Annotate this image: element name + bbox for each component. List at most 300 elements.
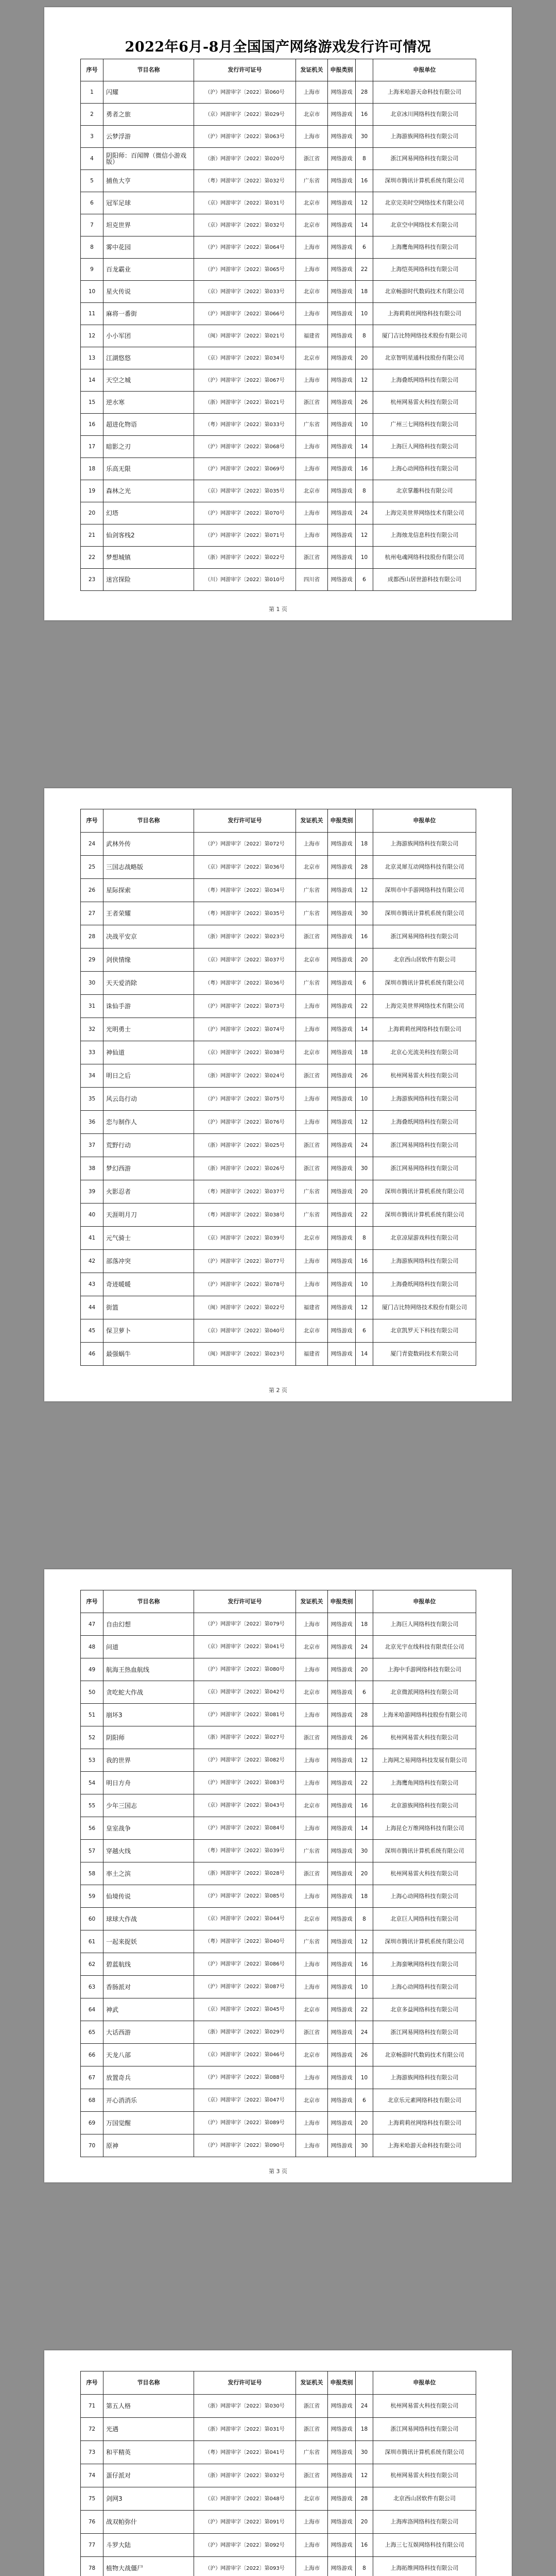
table-cell: 6 <box>356 1319 373 1343</box>
table-cell: 52 <box>81 1726 103 1749</box>
table-cell: 33 <box>81 1041 103 1064</box>
table-cell: 斗罗大陆 <box>103 2534 194 2557</box>
table-cell: 18 <box>356 1613 373 1636</box>
document-page <box>44 788 512 1401</box>
table-cell: 网络游戏 <box>328 1064 356 1088</box>
table-cell: 厦门吉比特网络技术股份有限公司 <box>373 1296 476 1319</box>
table-cell: 网络游戏 <box>328 2464 356 2487</box>
table-cell: 12 <box>356 1111 373 1134</box>
table-cell: 12 <box>356 1749 373 1772</box>
table-cell: （沪）网游审字〔2022〕第071号 <box>194 524 296 547</box>
table-cell: 12 <box>81 325 103 347</box>
table-cell: 网络游戏 <box>328 214 356 236</box>
table-cell: 10 <box>356 2066 373 2089</box>
table-cell: 原神 <box>103 2134 194 2157</box>
table-cell: 深圳市腾讯计算机系统有限公司 <box>373 1180 476 1204</box>
table-cell: 保卫萝卜 <box>103 1319 194 1343</box>
table-cell: 浙江省 <box>296 392 328 414</box>
table-cell: 上海市 <box>296 436 328 458</box>
table-cell: 梦幻西游 <box>103 1157 194 1180</box>
table-cell: 网络游戏 <box>328 1749 356 1772</box>
table-row <box>81 1041 476 1064</box>
table-cell: 12 <box>356 192 373 214</box>
table-cell: 30 <box>356 902 373 925</box>
table-cell: 28 <box>356 1704 373 1726</box>
table-cell: 网络游戏 <box>328 1862 356 1885</box>
table-cell: 网络游戏 <box>328 281 356 303</box>
table-cell: 上海烛龙信息科技有限公司 <box>373 524 476 547</box>
table-cell: 上海巨人网络科技有限公司 <box>373 1613 476 1636</box>
table-cell: 北京巨人网络科技有限公司 <box>373 1908 476 1930</box>
table-cell: （粤）网游审字〔2022〕第037号 <box>194 1180 296 1204</box>
table-row <box>81 1204 476 1227</box>
table-cell: （浙）网游审字〔2022〕第022号 <box>194 547 296 569</box>
table-cell: （沪）网游审字〔2022〕第091号 <box>194 2511 296 2534</box>
table-cell: 26 <box>356 1726 373 1749</box>
table-cell: 网络游戏 <box>328 347 356 369</box>
table-cell: 19 <box>81 480 103 502</box>
table-cell: （沪）网游审字〔2022〕第073号 <box>194 995 296 1018</box>
page-number: 第 1 页 <box>269 606 287 613</box>
table-cell: 30 <box>356 1840 373 1862</box>
table-cell: 和平精英 <box>103 2441 194 2464</box>
table-cell: 上海叠纸网络科技有限公司 <box>373 369 476 392</box>
table-cell: 火影忍者 <box>103 1180 194 1204</box>
table-cell: 荒野行动 <box>103 1134 194 1157</box>
table-cell: 元气骑士 <box>103 1227 194 1250</box>
table-cell: 北京凯罗天下科技有限公司 <box>373 1319 476 1343</box>
table-cell: 勇者之旅 <box>103 104 194 126</box>
table-row <box>81 1772 476 1794</box>
table-cell: 20 <box>356 2112 373 2134</box>
table-cell: 64 <box>81 1998 103 2021</box>
table-cell: 仙境传说 <box>103 1885 194 1908</box>
table-cell: 杭州网易雷火科技有限公司 <box>373 1064 476 1088</box>
table-cell: 28 <box>356 81 373 104</box>
table-cell: 网络游戏 <box>328 1704 356 1726</box>
table-cell: （沪）网游审字〔2022〕第088号 <box>194 2066 296 2089</box>
table-cell: 16 <box>356 104 373 126</box>
table-cell: 网络游戏 <box>328 2395 356 2418</box>
table-cell: 北京市 <box>296 1908 328 1930</box>
table-cell: （沪）网游审字〔2022〕第086号 <box>194 1953 296 1976</box>
table-cell: 43 <box>81 1273 103 1296</box>
table-row <box>81 436 476 458</box>
table-cell: 北京掌趣科技有限公司 <box>373 480 476 502</box>
table-cell: （沪）网游审字〔2022〕第072号 <box>194 833 296 856</box>
table-cell: 网络游戏 <box>328 392 356 414</box>
table-cell: 植物大战僵尸 <box>103 2557 194 2576</box>
table-cell: 网络游戏 <box>328 1273 356 1296</box>
table-cell: 浙江省 <box>296 148 328 170</box>
table-cell: 冠军足球 <box>103 192 194 214</box>
table-cell: （沪）网游审字〔2022〕第082号 <box>194 1749 296 1772</box>
table-cell: 网络游戏 <box>328 1227 356 1250</box>
table-cell: （沪）网游审字〔2022〕第085号 <box>194 1885 296 1908</box>
column-header: 发证机关 <box>296 1590 328 1613</box>
table-cell: 网络游戏 <box>328 259 356 281</box>
table-cell: 一起来捉妖 <box>103 1930 194 1953</box>
table-cell: 30 <box>356 2134 373 2157</box>
table-row <box>81 104 476 126</box>
table-cell: 坦克世界 <box>103 214 194 236</box>
table-cell: 14 <box>81 369 103 392</box>
table-cell: 6 <box>356 972 373 995</box>
table-cell: 北京市 <box>296 1636 328 1658</box>
table-cell: 1 <box>81 81 103 104</box>
table-cell: 北京西山居软件有限公司 <box>373 948 476 972</box>
table-cell: 明日之后 <box>103 1064 194 1088</box>
table-cell: 北京智明星通科技股份有限公司 <box>373 347 476 369</box>
table-cell: 上海蛮啾网络科技有限公司 <box>373 1953 476 1976</box>
table-cell: 仙剑客栈2 <box>103 524 194 547</box>
column-header: 申报单位 <box>373 59 476 81</box>
table-cell: 网络游戏 <box>328 1180 356 1204</box>
table-cell: 北京市 <box>296 1998 328 2021</box>
table-cell: 2 <box>81 104 103 126</box>
table-cell: 放置奇兵 <box>103 2066 194 2089</box>
table-cell: 20 <box>356 1862 373 1885</box>
table-row <box>81 1930 476 1953</box>
table-cell: 8 <box>356 148 373 170</box>
table-cell: 6 <box>356 569 373 591</box>
table-cell: 广州三七网络科技有限公司 <box>373 414 476 436</box>
table-cell: 12 <box>356 1296 373 1319</box>
table-header-row <box>81 59 476 81</box>
table-cell: 广东省 <box>296 2441 328 2464</box>
table-cell: 18 <box>356 281 373 303</box>
table-cell: （浙）网游审字〔2022〕第023号 <box>194 925 296 948</box>
table-cell: 浙江网易网络科技有限公司 <box>373 1157 476 1180</box>
table-cell: 11 <box>81 303 103 325</box>
document-title: 2022年6月-8月全国国产网络游戏发行许可情况 <box>125 39 431 55</box>
column-header: 节目名称 <box>103 1590 194 1613</box>
column-header: 申报类别 <box>328 59 356 81</box>
table-row <box>81 1134 476 1157</box>
table-cell: 广东省 <box>296 170 328 192</box>
column-header: 发证机关 <box>296 809 328 833</box>
table-cell: 恋与制作人 <box>103 1111 194 1134</box>
table-cell: 网络游戏 <box>328 1953 356 1976</box>
table-row <box>81 2418 476 2441</box>
table-cell: 72 <box>81 2418 103 2441</box>
table-cell: 上海三七互娱网络科技有限公司 <box>373 2534 476 2557</box>
table-cell: （沪）网游审字〔2022〕第081号 <box>194 1704 296 1726</box>
table-cell: 32 <box>81 1018 103 1041</box>
table-cell: 上海市 <box>296 1088 328 1111</box>
table-cell: 上海莉莉丝网络科技有限公司 <box>373 303 476 325</box>
table-row <box>81 148 476 170</box>
table-row <box>81 126 476 148</box>
table-cell: 网络游戏 <box>328 2534 356 2557</box>
table-cell: 29 <box>81 948 103 972</box>
table-cell: 福建省 <box>296 1343 328 1366</box>
table-cell: （浙）网游审字〔2022〕第029号 <box>194 2021 296 2044</box>
table-cell: 上海市 <box>296 1111 328 1134</box>
table-row <box>81 1953 476 1976</box>
table-cell: （京）网游审字〔2022〕第035号 <box>194 480 296 502</box>
table-cell: 北京冰川网络科技有限公司 <box>373 104 476 126</box>
table-header-row <box>81 1590 476 1613</box>
table-row <box>81 2066 476 2089</box>
table-cell: 46 <box>81 1343 103 1366</box>
table-cell: 逆水寒 <box>103 392 194 414</box>
table-cell: 20 <box>356 1658 373 1681</box>
table-cell: 北京畅游时代数码技术有限公司 <box>373 2044 476 2066</box>
table-cell: 上海市 <box>296 259 328 281</box>
table-row <box>81 1817 476 1840</box>
table-cell: 网络游戏 <box>328 458 356 480</box>
table-cell: 上海鹰角网络科技有限公司 <box>373 236 476 259</box>
table-cell: 光明勇士 <box>103 1018 194 1041</box>
table-cell: 12 <box>356 369 373 392</box>
table-cell: 16 <box>356 925 373 948</box>
table-cell: （粤）网游审字〔2022〕第033号 <box>194 414 296 436</box>
table-cell: 上海游族网络科技有限公司 <box>373 833 476 856</box>
table-cell: 66 <box>81 2044 103 2066</box>
table-cell: （闽）网游审字〔2022〕第021号 <box>194 325 296 347</box>
table-cell: （京）网游审字〔2022〕第036号 <box>194 856 296 879</box>
table-cell: 8 <box>356 1908 373 1930</box>
table-cell: 57 <box>81 1840 103 1862</box>
table-cell: 20 <box>81 502 103 524</box>
table-cell: 18 <box>356 833 373 856</box>
column-header: 申报类别 <box>328 1590 356 1613</box>
column-header <box>356 1590 373 1613</box>
document-page <box>44 7 512 620</box>
table-cell: 上海市 <box>296 2134 328 2157</box>
table-cell: 乐高无限 <box>103 458 194 480</box>
table-cell: 皇室战争 <box>103 1817 194 1840</box>
table-cell: 18 <box>356 1885 373 1908</box>
table-header-row <box>81 2371 476 2395</box>
table-cell: 风云岛行动 <box>103 1088 194 1111</box>
table-cell: 浙江省 <box>296 925 328 948</box>
table-cell: （京）网游审字〔2022〕第048号 <box>194 2487 296 2511</box>
table-cell: 47 <box>81 1613 103 1636</box>
table-cell: 上海米哈游网络科技股份有限公司 <box>373 1704 476 1726</box>
table-cell: 北京灵犀互动网络科技有限公司 <box>373 856 476 879</box>
license-table <box>80 2371 476 2576</box>
table-cell: 深圳市腾讯计算机系统有限公司 <box>373 1204 476 1227</box>
table-cell: 网络游戏 <box>328 1204 356 1227</box>
table-cell: 8 <box>356 2557 373 2576</box>
table-cell: 49 <box>81 1658 103 1681</box>
table-cell: 48 <box>81 1636 103 1658</box>
table-cell: 蛋仔派对 <box>103 2464 194 2487</box>
table-cell: 深圳市腾讯计算机系统有限公司 <box>373 170 476 192</box>
table-cell: 阴阳师：百闻牌（微信小游戏版） <box>103 148 194 170</box>
table-cell: 江湖悠悠 <box>103 347 194 369</box>
table-row <box>81 325 476 347</box>
table-row <box>81 1273 476 1296</box>
table-cell: 42 <box>81 1250 103 1273</box>
table-cell: 10 <box>356 547 373 569</box>
table-cell: 崩坏3 <box>103 1704 194 1726</box>
table-cell: 浙江网易网络科技有限公司 <box>373 2418 476 2441</box>
table-cell: 网络游戏 <box>328 1885 356 1908</box>
table-cell: 9 <box>81 259 103 281</box>
table-cell: 北京市 <box>296 1319 328 1343</box>
table-cell: 网络游戏 <box>328 569 356 591</box>
table-cell: 30 <box>81 972 103 995</box>
table-row <box>81 1908 476 1930</box>
table-cell: （京）网游审字〔2022〕第045号 <box>194 1998 296 2021</box>
table-cell: 上海莉莉丝网络科技有限公司 <box>373 1018 476 1041</box>
table-cell: 76 <box>81 2511 103 2534</box>
table-cell: 明日方舟 <box>103 1772 194 1794</box>
table-cell: 广东省 <box>296 1930 328 1953</box>
table-row <box>81 414 476 436</box>
table-cell: 10 <box>356 1273 373 1296</box>
table-cell: 上海昆仑万维网络科技有限公司 <box>373 1817 476 1840</box>
table-cell: （浙）网游审字〔2022〕第027号 <box>194 1726 296 1749</box>
table-cell: 上海市 <box>296 833 328 856</box>
table-cell: 上海心动网络科技有限公司 <box>373 458 476 480</box>
table-row <box>81 1064 476 1088</box>
table-cell: 雾中花园 <box>103 236 194 259</box>
table-cell: （沪）网游审字〔2022〕第060号 <box>194 81 296 104</box>
table-cell: 24 <box>356 1636 373 1658</box>
table-cell: 30 <box>356 2441 373 2464</box>
table-cell: 网络游戏 <box>328 2021 356 2044</box>
table-row <box>81 236 476 259</box>
table-cell: 网络游戏 <box>328 1840 356 1862</box>
table-cell: （粤）网游审字〔2022〕第039号 <box>194 1840 296 1862</box>
table-cell: （沪）网游审字〔2022〕第069号 <box>194 458 296 480</box>
table-cell: 网络游戏 <box>328 436 356 458</box>
table-cell: 55 <box>81 1794 103 1817</box>
table-cell: 34 <box>81 1064 103 1088</box>
table-row <box>81 1862 476 1885</box>
table-cell: （沪）网游审字〔2022〕第090号 <box>194 2134 296 2157</box>
table-row <box>81 259 476 281</box>
table-cell: 5 <box>81 170 103 192</box>
table-cell: 上海市 <box>296 81 328 104</box>
table-cell: 14 <box>356 1817 373 1840</box>
table-cell: （沪）网游审字〔2022〕第089号 <box>194 2112 296 2134</box>
table-cell: （粤）网游审字〔2022〕第035号 <box>194 902 296 925</box>
column-header: 申报单位 <box>373 1590 476 1613</box>
column-header: 发证机关 <box>296 59 328 81</box>
table-cell: （京）网游审字〔2022〕第041号 <box>194 1636 296 1658</box>
table-cell: 14 <box>356 214 373 236</box>
license-table <box>80 809 476 1366</box>
table-cell: （浙）网游审字〔2022〕第032号 <box>194 2464 296 2487</box>
table-cell: 浙江省 <box>296 2021 328 2044</box>
table-cell: 幻塔 <box>103 502 194 524</box>
table-cell: 20 <box>356 1180 373 1204</box>
table-cell: 网络游戏 <box>328 524 356 547</box>
table-cell: 53 <box>81 1749 103 1772</box>
table-cell: 网络游戏 <box>328 1908 356 1930</box>
document-page <box>44 1569 512 2182</box>
table-cell: 22 <box>356 1998 373 2021</box>
table-cell: 网络游戏 <box>328 1794 356 1817</box>
table-cell: 奇迹暖暖 <box>103 1273 194 1296</box>
table-row <box>81 1157 476 1180</box>
table-cell: 网络游戏 <box>328 1930 356 1953</box>
table-cell: 浙江网易网络科技有限公司 <box>373 148 476 170</box>
table-cell: 杭州网易雷火科技有限公司 <box>373 1726 476 1749</box>
table-cell: 12 <box>356 2464 373 2487</box>
table-cell: （粤）网游审字〔2022〕第041号 <box>194 2441 296 2464</box>
table-cell: 北京市 <box>296 1041 328 1064</box>
table-cell: （沪）网游审字〔2022〕第084号 <box>194 1817 296 1840</box>
table-cell: 18 <box>356 2418 373 2441</box>
table-cell: 北京市 <box>296 2487 328 2511</box>
table-cell: 上海市 <box>296 1613 328 1636</box>
table-cell: 杭州网易雷火科技有限公司 <box>373 2395 476 2418</box>
table-cell: 25 <box>81 856 103 879</box>
table-cell: 网络游戏 <box>328 2511 356 2534</box>
table-cell: 59 <box>81 1885 103 1908</box>
table-cell: （粤）网游审字〔2022〕第038号 <box>194 1204 296 1227</box>
table-cell: 4 <box>81 148 103 170</box>
table-cell: 37 <box>81 1134 103 1157</box>
table-cell: 44 <box>81 1296 103 1319</box>
table-cell: （京）网游审字〔2022〕第032号 <box>194 214 296 236</box>
table-cell: 网络游戏 <box>328 236 356 259</box>
table-cell: 67 <box>81 2066 103 2089</box>
table-cell: （闽）网游审字〔2022〕第023号 <box>194 1343 296 1366</box>
table-cell: 26 <box>356 1064 373 1088</box>
table-cell: 自由幻想 <box>103 1613 194 1636</box>
table-row <box>81 1319 476 1343</box>
table-cell: 6 <box>81 192 103 214</box>
table-cell: 广东省 <box>296 879 328 902</box>
table-cell: 率土之滨 <box>103 1862 194 1885</box>
table-cell: 28 <box>81 925 103 948</box>
table-cell: 浙江网易网络科技有限公司 <box>373 925 476 948</box>
table-cell: 上海库洛网络科技有限公司 <box>373 2511 476 2534</box>
table-cell: 上海叠纸网络科技有限公司 <box>373 1273 476 1296</box>
table-cell: 上海拓维网络科技有限公司 <box>373 2557 476 2576</box>
table-cell: 网络游戏 <box>328 1772 356 1794</box>
table-row <box>81 1998 476 2021</box>
table-cell: 上海游族网络科技有限公司 <box>373 2066 476 2089</box>
table-cell: 剑网3 <box>103 2487 194 2511</box>
page-number: 第 3 页 <box>269 2168 287 2175</box>
table-cell: 网络游戏 <box>328 1817 356 1840</box>
table-cell: 22 <box>356 259 373 281</box>
table-cell: 大话西游 <box>103 2021 194 2044</box>
table-row <box>81 2134 476 2157</box>
table-cell: 神仙道 <box>103 1041 194 1064</box>
table-cell: 网络游戏 <box>328 2066 356 2089</box>
table-cell: （沪）网游审字〔2022〕第079号 <box>194 1613 296 1636</box>
table-cell: 58 <box>81 1862 103 1885</box>
table-row <box>81 1111 476 1134</box>
column-header: 申报单位 <box>373 809 476 833</box>
table-cell: 18 <box>356 1041 373 1064</box>
table-row <box>81 303 476 325</box>
table-cell: 北京市 <box>296 948 328 972</box>
table-row <box>81 192 476 214</box>
license-table <box>80 59 476 591</box>
table-cell: 30 <box>356 1157 373 1180</box>
table-cell: 网络游戏 <box>328 925 356 948</box>
table-row <box>81 2487 476 2511</box>
table-cell: 21 <box>81 524 103 547</box>
table-cell: （浙）网游审字〔2022〕第028号 <box>194 1862 296 1885</box>
table-cell: 12 <box>356 524 373 547</box>
table-cell: 14 <box>356 1018 373 1041</box>
table-cell: 杭州网易雷火科技有限公司 <box>373 1862 476 1885</box>
table-cell: 浙江省 <box>296 2464 328 2487</box>
table-cell: 38 <box>81 1157 103 1180</box>
table-cell: 小小军团 <box>103 325 194 347</box>
